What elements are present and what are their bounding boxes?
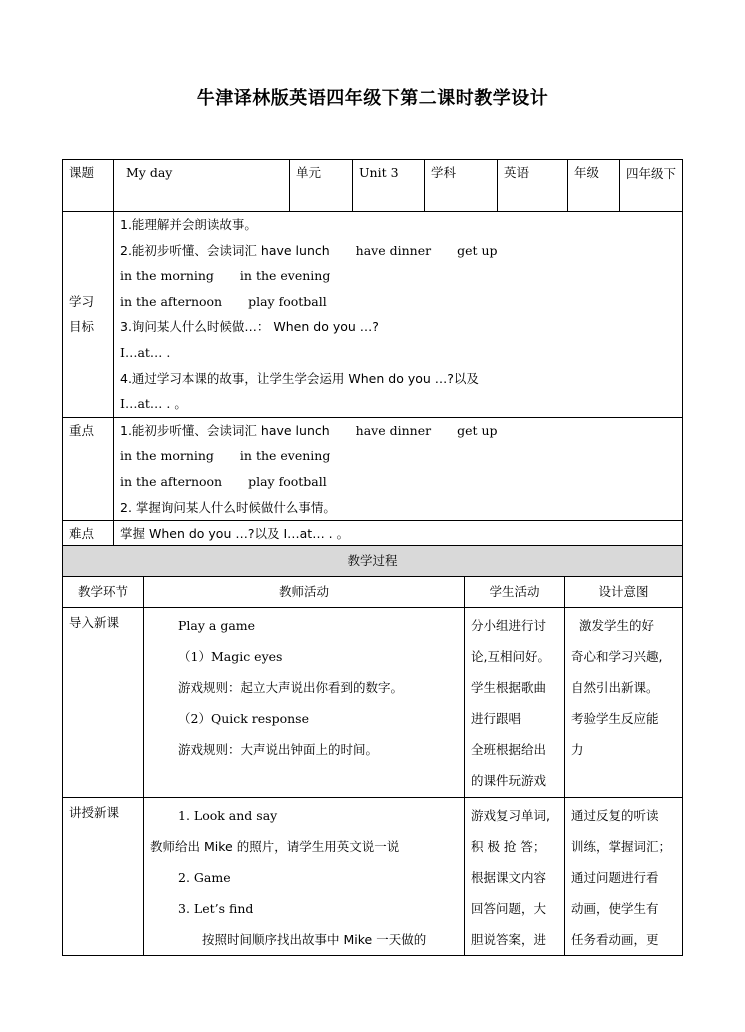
process-band-row xyxy=(63,546,683,577)
student-cell xyxy=(465,798,565,956)
student-cell xyxy=(465,608,565,798)
student-line: 的课件玩游戏 xyxy=(471,773,547,788)
grade-label: 年级 xyxy=(568,160,620,212)
focus-line-3b: play football xyxy=(248,473,327,489)
intent-cell xyxy=(565,798,683,956)
goals-line-3b: in the evening xyxy=(239,268,331,284)
goals-line-2c: get up xyxy=(457,242,498,258)
process-header-row xyxy=(63,577,683,608)
process-table xyxy=(62,545,683,956)
intent-line: 力 xyxy=(571,742,584,757)
focus-line-1b: have dinner xyxy=(355,422,432,438)
focus-content xyxy=(114,417,683,520)
student-line: 进行跟唱 xyxy=(471,711,522,726)
process-band: 教学过程 xyxy=(63,546,683,577)
focus-label: 重点 xyxy=(63,417,114,520)
intent-line: 考验学生反应能 xyxy=(571,711,659,726)
col-header-stage: 教学环节 xyxy=(63,577,144,608)
student-line: 全班根据给出 xyxy=(471,742,547,757)
teacher-cell xyxy=(144,608,465,798)
student-line: 学生根据歌曲 xyxy=(471,680,547,695)
col-header-student: 学生活动 xyxy=(465,577,565,608)
goals-line-4a: in the afternoon xyxy=(120,293,223,309)
topic-label: 课题 xyxy=(63,160,114,212)
intent-line: 奇心和学习兴趣, xyxy=(571,649,663,664)
intent-cell xyxy=(565,608,683,798)
intent-line: 训练，掌握词汇； xyxy=(571,839,672,854)
topic-value: My day xyxy=(114,160,290,212)
table-row xyxy=(63,798,683,956)
intent-line: 通过问题进行看 xyxy=(571,870,659,885)
col-header-teacher: 教师活动 xyxy=(144,577,465,608)
goals-content xyxy=(114,212,683,418)
focus-line-3a: in the afternoon xyxy=(120,473,223,489)
student-line: 回答问题，大 xyxy=(471,901,547,916)
grade-value: 四年级下 xyxy=(620,160,683,212)
focus-line-2a: in the morning xyxy=(120,448,214,464)
teacher-cell xyxy=(144,798,465,956)
teacher-line: 3. Let’s find xyxy=(178,901,254,916)
teacher-line: 游戏规则：起立大声说出你看到的数字。 xyxy=(178,680,404,695)
teacher-line: 1. Look and say xyxy=(178,808,278,823)
goals-line-2a: 2.能初步听懂、会读词汇 have lunch xyxy=(120,242,330,258)
student-line: 分小组进行讨 xyxy=(471,618,547,633)
goals-line-7: 4.通过学习本课的故事，让学生学会运用 When do you …?以及 xyxy=(120,370,479,386)
goals-line-3a: in the morning xyxy=(120,268,214,284)
stage-cell: 导入新课 xyxy=(63,608,144,798)
focus-line-4: 2. 掌握询问某人什么时候做什么事情。 xyxy=(120,499,336,515)
teacher-line: Play a game xyxy=(178,618,256,633)
student-line: 游戏复习单词, xyxy=(471,808,550,823)
goals-label-line1: 学习 xyxy=(69,293,95,309)
goals-row xyxy=(63,212,683,418)
teacher-line: 教师给出 Mike 的照片，请学生用英文说一说 xyxy=(150,839,400,854)
subject-label: 学科 xyxy=(425,160,498,212)
goals-label-line2: 目标 xyxy=(69,319,95,335)
intent-line: 激发学生的好 xyxy=(579,618,655,633)
goals-line-5: 3.询问某人什么时候做…： When do you …? xyxy=(120,319,379,335)
intent-line: 自然引出新课。 xyxy=(571,680,659,695)
lesson-info-table xyxy=(62,159,683,548)
intent-line: 动画，使学生有 xyxy=(571,901,659,916)
goals-label xyxy=(63,212,114,418)
teacher-line: 2. Game xyxy=(178,870,231,885)
intent-line: 通过反复的听读 xyxy=(571,808,659,823)
goals-line-2b: have dinner xyxy=(355,242,432,258)
focus-line-1a: 1.能初步听懂、会读词汇 have lunch xyxy=(120,422,330,438)
col-header-intent: 设计意图 xyxy=(565,577,683,608)
table-row xyxy=(63,608,683,798)
subject-value: 英语 xyxy=(498,160,568,212)
teacher-line: （2）Quick response xyxy=(178,711,309,726)
teacher-line: （1）Magic eyes xyxy=(178,649,283,664)
difficulty-label: 难点 xyxy=(63,521,114,548)
goals-line-4b: play football xyxy=(248,293,327,309)
stage-cell: 讲授新课 xyxy=(63,798,144,956)
student-line: 胆说答案，进 xyxy=(471,932,547,947)
focus-row xyxy=(63,417,683,520)
teacher-line: 游戏规则：大声说出钟面上的时间。 xyxy=(178,742,379,757)
goals-line-8: I…at… . 。 xyxy=(120,396,187,412)
focus-line-2b: in the evening xyxy=(239,448,331,464)
goals-line-1: 1.能理解并会朗读故事。 xyxy=(120,217,257,232)
goals-line-6: I…at… . xyxy=(120,344,171,360)
teacher-line: 按照时间顺序找出故事中 Mike 一天做的 xyxy=(202,932,427,947)
student-line: 积 极 抢 答； xyxy=(471,839,546,854)
focus-line-1c: get up xyxy=(457,422,498,438)
difficulty-row xyxy=(63,521,683,548)
document-title: 牛津译林版英语四年级下第二课时教学设计 xyxy=(196,88,549,109)
student-line: 论,互相问好。 xyxy=(471,649,550,664)
header-row xyxy=(63,160,683,212)
student-line: 根据课文内容 xyxy=(471,870,547,885)
unit-label: 单元 xyxy=(290,160,353,212)
unit-value: Unit 3 xyxy=(353,160,425,212)
difficulty-content: 掌握 When do you …?以及 I…at… . 。 xyxy=(114,521,683,548)
intent-line: 任务看动画，更 xyxy=(571,932,659,947)
